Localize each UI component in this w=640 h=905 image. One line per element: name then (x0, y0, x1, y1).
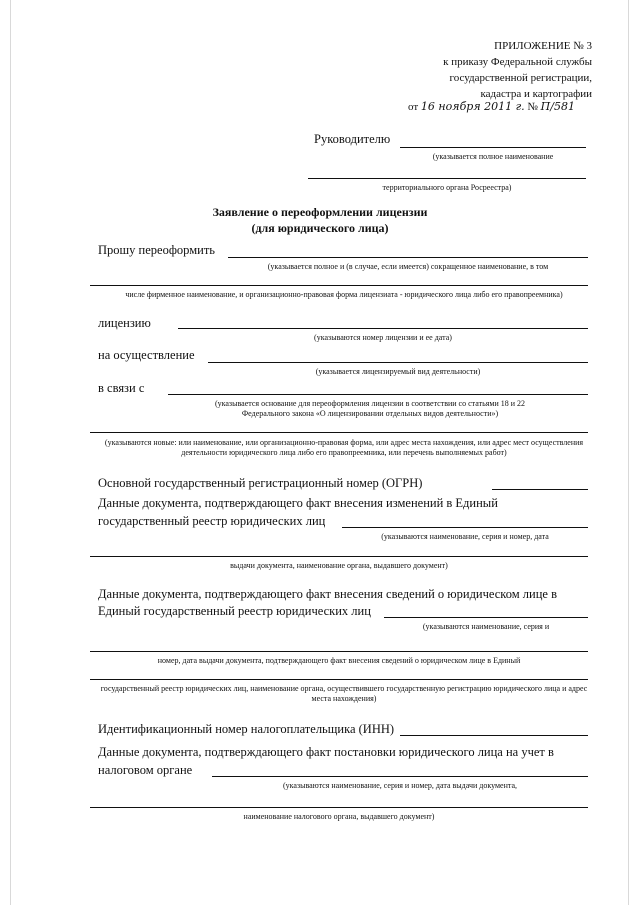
request-label: Прошу переоформить (98, 243, 215, 257)
egrul-doc-caption-2: номер, дата выдачи документа, подтверждающего факт внесения сведений о юридическом лице в Единый (157, 656, 521, 665)
ogrn-line (492, 489, 588, 490)
egrul-doc-caption-1: (указываются наименование, серия и (422, 622, 550, 631)
handwritten-number: П/581 (540, 100, 575, 113)
appendix-order-line: к приказу Федеральной службы (443, 56, 592, 68)
tax-doc-caption-1: (указываются наименование, серия и номер, дата выдачи документа, (282, 781, 518, 790)
egrul-doc-line-2 (90, 651, 588, 652)
scan-edge-left (10, 0, 11, 905)
tax-doc-caption-2: наименование налогового органа, выдавшего документ) (243, 812, 435, 821)
request-caption-1: (указывается полное и (в случае, если имеется) сокращенное наименование, в том (267, 262, 549, 271)
reason-line-2 (90, 432, 588, 433)
form-title: Заявление о переоформлении лицензии (212, 205, 428, 219)
changes-doc-line-1 (342, 527, 588, 528)
egrul-doc-label-2: Единый государственный реестр юридических лиц (98, 604, 371, 618)
changes-doc-label-2: государственный реестр юридических лиц (98, 514, 326, 528)
egrul-doc-line-1 (384, 617, 588, 618)
activity-caption: (указывается лицензируемый вид деятельности) (315, 367, 481, 376)
reason-line (168, 394, 588, 395)
license-caption: (указываются номер лицензии и ее дата) (314, 333, 452, 342)
appendix-service-line: государственной регистрации, (449, 72, 592, 84)
date-prefix: от (408, 101, 419, 113)
license-label: лицензию (98, 316, 151, 330)
tax-doc-line-1 (212, 776, 588, 777)
ogrn-label: Основной государственный регистрационный номер (ОГРН) (98, 476, 423, 490)
activity-line (208, 362, 588, 363)
recipient-caption-2: территориального органа Росреестра) (382, 183, 512, 192)
changes-doc-caption-2: выдачи документа, наименование органа, выдавшего документ) (230, 561, 448, 570)
request-line-1 (228, 257, 588, 258)
egrul-doc-label-1: Данные документа, подтверждающего факт внесения сведений о юридическом лице в (98, 587, 557, 601)
scan-edge-right (628, 0, 629, 905)
inn-line (400, 735, 588, 736)
egrul-doc-line-3 (90, 679, 588, 680)
tax-doc-line-2 (90, 807, 588, 808)
changes-doc-caption-1: (указываются наименование, серия и номер, дата (381, 532, 549, 541)
appendix-date-line (408, 100, 575, 114)
inn-label: Идентификационный номер налогоплательщика (ИНН) (98, 722, 395, 736)
changes-doc-line-2 (90, 556, 588, 557)
recipient-caption-1: (указывается полное наименование (432, 152, 554, 161)
reason-caption: (указывается основание для переоформления лицензии в соответствии со статьями 18 и 22 Федерального закона «О лицензировании отдельных видов деятельности») (214, 399, 526, 418)
tax-doc-label-2: налоговом органе (98, 763, 193, 777)
recipient-line-1 (400, 147, 586, 148)
number-prefix: № (527, 101, 538, 113)
reason-caption-2: (указываются новые: или наименование, или организационно-правовая форма, или адрес места нахождения, или адрес мест осуществления деятельности юридического лица либо его правопреемника, или перечень выполняемых работ) (104, 438, 584, 457)
recipient-line-2 (308, 178, 586, 179)
appendix-title: ПРИЛОЖЕНИЕ № 3 (494, 40, 592, 52)
request-line-2 (90, 285, 588, 286)
changes-doc-label-1: Данные документа, подтверждающего факт внесения изменений в Единый (98, 496, 498, 510)
license-line (178, 328, 588, 329)
tax-doc-label-1: Данные документа, подтверждающего факт постановки юридического лица на учет в (98, 745, 554, 759)
form-subtitle: (для юридического лица) (251, 221, 389, 235)
activity-label: на осуществление (98, 348, 195, 362)
request-caption-2: числе фирменное наименование, и организационно-правовая форма лицензиата - юридического лица либо его правопреемника) (125, 290, 563, 299)
recipient-label: Руководителю (314, 132, 391, 146)
handwritten-date: 16 ноября 2011 г. (420, 100, 525, 113)
reason-label: в связи с (98, 381, 145, 395)
appendix-cadastre-line: кадастра и картографии (480, 88, 592, 100)
egrul-doc-caption-3: государственный реестр юридических лиц, наименование органа, осуществившего государственную регистрацию юридического лица и адрес места нахождения) (100, 684, 588, 703)
